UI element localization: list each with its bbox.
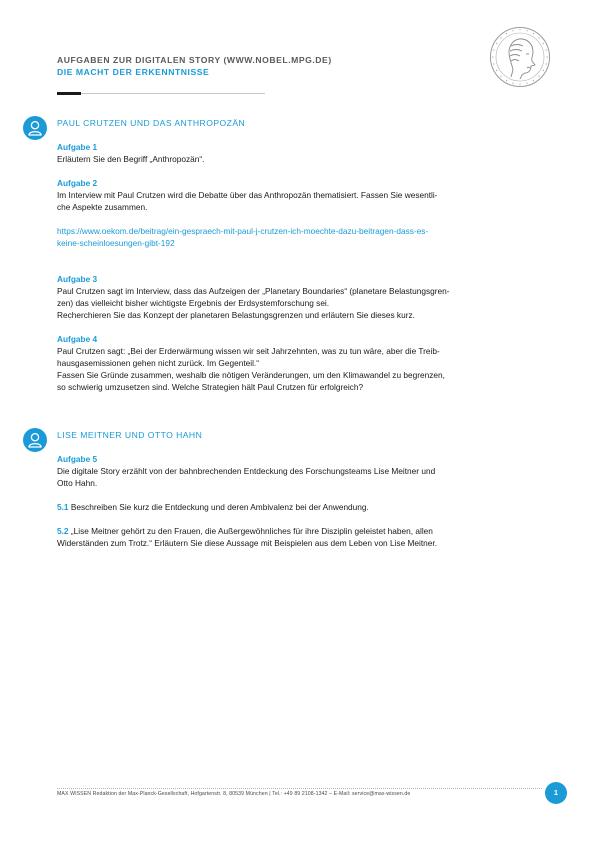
- task-text: Recherchieren Sie das Konzept der planetaren Belastungsgrenzen und erläutern Sie dieses kurz.: [57, 310, 415, 320]
- interview-link[interactable]: [57, 225, 497, 249]
- task-text: Erläutern Sie den Begriff „Anthropozän“.: [57, 154, 205, 164]
- header-divider-accent: [57, 92, 81, 95]
- task-5: [57, 453, 497, 489]
- task-text: Paul Crutzen sagt: „Bei der Erderwärmung wissen wir seit Jahrzehnten, was zu tun wäre, aber die Treib-: [57, 346, 440, 356]
- subtask-text: [57, 525, 497, 537]
- person-icon: [23, 428, 47, 452]
- header-subtitle: DIE MACHT DER ERKENNTNISSE: [57, 67, 210, 77]
- link-line[interactable]: https://www.oekom.de/beitrag/ein-gespraech-mit-paul-j-crutzen-ich-moechte-dazu-beitragen-dass-es-: [57, 226, 429, 236]
- header-title: AUFGABEN ZUR DIGITALEN STORY (WWW.NOBEL.MPG.DE): [57, 55, 332, 65]
- task-3: [57, 273, 497, 321]
- section-heading-meitner: LISE MEITNER UND OTTO HAHN: [57, 430, 203, 440]
- subtask-line: Widerständen zum Trotz.“ Erläutern Sie diese Aussage mit Beispielen aus dem Leben von Lise Meitner.: [57, 538, 438, 548]
- task-title: Aufgabe 1: [57, 142, 98, 152]
- subtask-text: [57, 501, 497, 513]
- task-text: che Aspekte zusammen.: [57, 202, 148, 212]
- task-text: Fassen Sie Gründe zusammen, weshalb die nötigen Veränderungen, um den Klimawandel zu begrenzen,: [57, 370, 445, 380]
- subtask-5-2: [57, 525, 497, 549]
- section-heading-crutzen: PAUL CRUTZEN UND DAS ANTHROPOZÄN: [57, 118, 246, 128]
- link-line[interactable]: keine-scheinloesungen-gibt-192: [57, 238, 175, 248]
- subtask-number: 5.1: [57, 502, 69, 512]
- task-text: Otto Hahn.: [57, 478, 98, 488]
- person-icon: [23, 116, 47, 140]
- task-text: so schwierig umzusetzen sind. Welche Strategien hält Paul Crutzen für erfolgreich?: [57, 382, 364, 392]
- task-2: [57, 177, 497, 213]
- task-text: Die digitale Story erzählt von der bahnbrechenden Entdeckung des Forschungsteams Lise Meitner und: [57, 466, 436, 476]
- header-divider: [57, 93, 265, 94]
- subtask-line: „Lise Meitner gehört zu den Frauen, die Außergewöhnliches für ihre Disziplin geleistet haben, allen: [68, 526, 433, 536]
- task-title: Aufgabe 2: [57, 178, 98, 188]
- task-4: [57, 333, 497, 393]
- task-title: Aufgabe 5: [57, 454, 98, 464]
- footer-contact: MAX WISSEN Redaktion der Max-Planck-Gesellschaft, Hofgartenstr. 8, 80539 München | Tel.: +49 89 2108-1342 – E-Mail: service@max-wissen.de: [57, 791, 411, 797]
- task-title: Aufgabe 4: [57, 334, 98, 344]
- task-text: zen) das vielleicht bisher wichtigste Ergebnis der Erdsystemforschung sei.: [57, 298, 330, 308]
- page-number-badge: 1: [545, 782, 567, 804]
- minerva-seal-icon: [489, 26, 551, 88]
- subtask-number: 5.2: [57, 526, 69, 536]
- task-1: [57, 141, 497, 165]
- task-text: hausgasemissionen gehen nicht zurück. Im Gegenteil.“: [57, 358, 260, 368]
- page-header: [57, 54, 477, 78]
- subtask-5-1: [57, 501, 497, 513]
- task-text: Im Interview mit Paul Crutzen wird die Debatte über das Anthropozän thematisiert. Fassen Sie wesentli-: [57, 190, 438, 200]
- footer-divider: [57, 788, 542, 789]
- task-title: Aufgabe 3: [57, 274, 98, 284]
- subtask-line: Beschreiben Sie kurz die Entdeckung und deren Ambivalenz bei der Anwendung.: [68, 502, 369, 512]
- task-text: Paul Crutzen sagt im Interview, dass das Aufzeigen der „Planetary Boundaries“ (planetare Belastungsgren-: [57, 286, 450, 296]
